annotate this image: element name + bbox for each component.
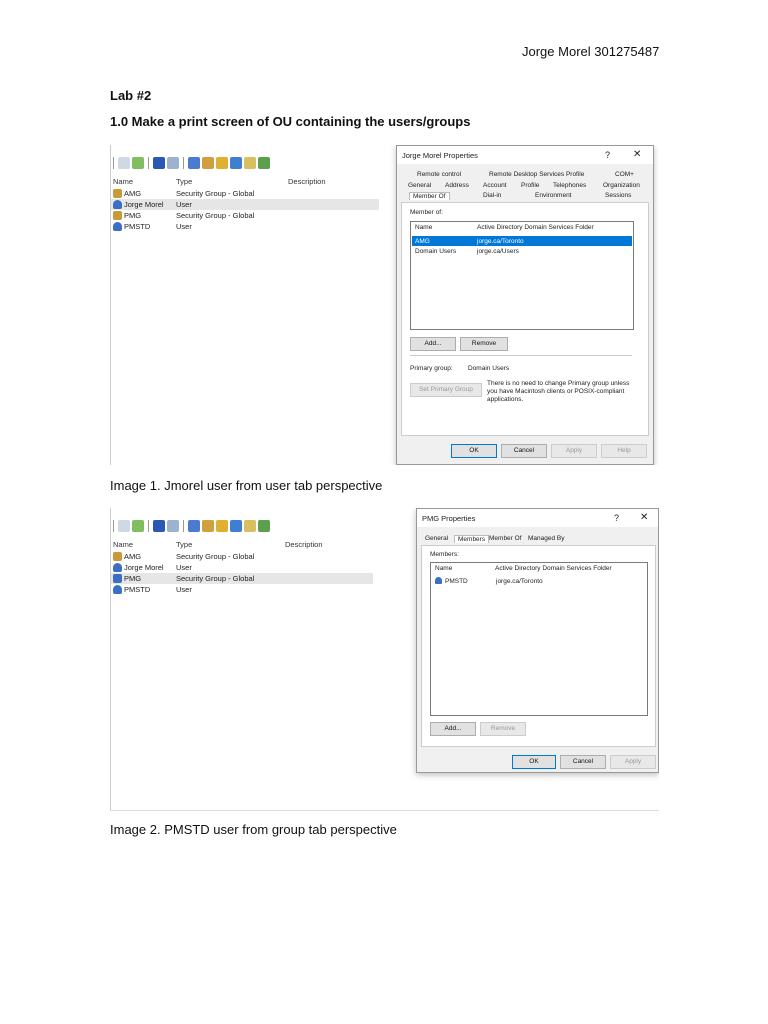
- tab-profile[interactable]: Profile: [521, 182, 540, 189]
- member-of-list[interactable]: [410, 221, 634, 330]
- item-name: PMG: [124, 211, 142, 220]
- tab-row-3: [401, 191, 649, 201]
- item-name: AMG: [124, 552, 142, 561]
- user-icon: [113, 585, 122, 594]
- caption-image-1: Image 1. Jmorel user from user tab perspective: [110, 478, 383, 493]
- view-icon[interactable]: [167, 157, 179, 169]
- member-folder: jorge.ca/Users: [477, 248, 519, 255]
- new-group-icon[interactable]: [202, 520, 214, 532]
- list-item[interactable]: [111, 210, 379, 221]
- primary-group-label: Primary group:: [410, 365, 453, 372]
- primary-group-value: Domain Users: [468, 365, 510, 372]
- aduc-toolbar: [111, 155, 270, 171]
- cancel-button[interactable]: Cancel: [560, 755, 606, 769]
- list-item[interactable]: [412, 236, 632, 246]
- cancel-button[interactable]: Cancel: [501, 444, 547, 458]
- list-item[interactable]: [111, 199, 379, 210]
- tab-member-of[interactable]: Member Of: [409, 192, 450, 200]
- new-group-icon[interactable]: [202, 157, 214, 169]
- primary-group-note: There is no need to change Primary group unless you have Macintosh clients or POSIX-compliant applications.: [487, 380, 630, 403]
- item-type: Security Group - Global: [176, 574, 255, 583]
- col-name[interactable]: Name: [435, 565, 453, 572]
- tab-row-1: [401, 170, 649, 180]
- add-button[interactable]: Add...: [410, 337, 456, 351]
- item-type: User: [176, 563, 192, 572]
- group-icon: [113, 552, 122, 561]
- user-icon: [113, 563, 122, 572]
- member-of-label: Member of:: [410, 209, 443, 216]
- members-label: Members:: [430, 551, 459, 558]
- list-item[interactable]: [111, 551, 379, 562]
- aduc-toolbar: [111, 518, 270, 534]
- filter-icon[interactable]: [230, 157, 242, 169]
- close-icon[interactable]: ✕: [640, 512, 649, 523]
- user-icon: [113, 200, 122, 209]
- group-icon: [113, 189, 122, 198]
- new-user-icon[interactable]: [188, 157, 200, 169]
- col-type[interactable]: Type: [176, 540, 193, 549]
- tab-row-2: [401, 181, 649, 191]
- caption-image-2: Image 2. PMSTD user from group tab perspective: [110, 822, 397, 837]
- help-icon[interactable]: [153, 520, 165, 532]
- apply-button[interactable]: Apply: [551, 444, 597, 458]
- properties-icon[interactable]: [118, 157, 130, 169]
- member-folder: jorge.ca/Toronto: [477, 238, 524, 245]
- member-name: PMSTD: [445, 578, 468, 585]
- export-icon[interactable]: [132, 520, 144, 532]
- item-type: User: [176, 585, 192, 594]
- add-to-group-icon[interactable]: [258, 520, 270, 532]
- dialog-title: PMG Properties: [422, 514, 476, 523]
- tab-general[interactable]: General: [408, 182, 432, 189]
- tab-member-of[interactable]: Member Of: [489, 535, 522, 542]
- list-item[interactable]: [111, 188, 379, 199]
- dialog-title: Jorge Morel Properties: [402, 151, 478, 160]
- dialog-titlebar: [397, 146, 653, 164]
- tab-panel: [421, 545, 656, 747]
- item-type: Security Group - Global: [176, 189, 255, 198]
- list-header: [431, 563, 647, 575]
- screenshot-1: [110, 145, 659, 465]
- tab-com[interactable]: COM+: [615, 171, 634, 178]
- list-header: [111, 177, 391, 187]
- item-name: Jorge Morel: [124, 200, 164, 209]
- tab-account[interactable]: Account: [483, 182, 507, 189]
- col-name[interactable]: Name: [113, 177, 134, 186]
- help-icon[interactable]: [153, 157, 165, 169]
- tab-address[interactable]: Address: [445, 182, 469, 189]
- list-item[interactable]: [432, 576, 646, 586]
- properties-dialog: [416, 508, 659, 773]
- new-ou-icon[interactable]: [216, 520, 228, 532]
- close-icon[interactable]: ✕: [633, 149, 642, 160]
- tab-rds-profile[interactable]: Remote Desktop Services Profile: [489, 171, 585, 178]
- set-primary-group-button[interactable]: Set Primary Group: [410, 383, 482, 397]
- add-button[interactable]: Add...: [430, 722, 476, 736]
- author-header: Jorge Morel 301275487: [522, 44, 660, 59]
- members-list[interactable]: [430, 562, 648, 716]
- tab-remote-control[interactable]: Remote control: [417, 171, 462, 178]
- list-header: [111, 540, 391, 550]
- list-item[interactable]: [111, 562, 379, 573]
- tab-sessions[interactable]: Sessions: [605, 192, 632, 199]
- item-type: Security Group - Global: [176, 552, 255, 561]
- item-name: Jorge Morel: [124, 563, 164, 572]
- group-icon: [113, 574, 122, 583]
- tab-general[interactable]: General: [425, 535, 449, 542]
- member-name: AMG: [415, 238, 430, 245]
- col-description[interactable]: Description: [288, 177, 326, 186]
- dialog-titlebar: [417, 509, 658, 527]
- user-icon: [435, 577, 442, 584]
- divider: [410, 355, 632, 356]
- view-icon[interactable]: [167, 520, 179, 532]
- tab-dial-in[interactable]: Dial-in: [483, 192, 502, 199]
- screenshot-2: [110, 508, 659, 811]
- item-name: PMSTD: [124, 222, 151, 231]
- col-description[interactable]: Description: [285, 540, 323, 549]
- tab-row: [421, 534, 654, 544]
- add-to-group-icon[interactable]: [258, 157, 270, 169]
- item-name: PMSTD: [124, 585, 151, 594]
- properties-dialog: [396, 145, 654, 465]
- col-name[interactable]: Name: [113, 540, 134, 549]
- apply-button[interactable]: Apply: [610, 755, 656, 769]
- remove-button[interactable]: Remove: [480, 722, 526, 736]
- list-item[interactable]: [111, 584, 379, 595]
- tab-managed-by[interactable]: Managed By: [528, 535, 565, 542]
- item-type: User: [176, 222, 192, 231]
- col-type[interactable]: Type: [176, 177, 193, 186]
- list-item[interactable]: [412, 246, 632, 256]
- lab-title: Lab #2: [110, 88, 152, 103]
- filter-icon[interactable]: [230, 520, 242, 532]
- item-name: PMG: [124, 574, 142, 583]
- tab-environment[interactable]: Environment: [535, 192, 572, 199]
- col-folder[interactable]: Active Directory Domain Services Folder: [495, 565, 612, 572]
- help-icon[interactable]: ?: [614, 513, 620, 523]
- tab-panel: [401, 202, 649, 436]
- find-icon[interactable]: [244, 520, 256, 532]
- help-icon[interactable]: ?: [605, 150, 611, 160]
- list-item[interactable]: [111, 573, 373, 584]
- item-type: Security Group - Global: [176, 211, 255, 220]
- find-icon[interactable]: [244, 157, 256, 169]
- col-folder[interactable]: Active Directory Domain Services Folder: [477, 224, 594, 231]
- group-icon: [113, 211, 122, 220]
- item-type: User: [176, 200, 192, 209]
- export-icon[interactable]: [132, 157, 144, 169]
- tab-members[interactable]: Members: [454, 535, 489, 543]
- user-icon: [113, 222, 122, 231]
- tab-telephones[interactable]: Telephones: [553, 182, 587, 189]
- member-name: Domain Users: [415, 248, 457, 255]
- col-name[interactable]: Name: [415, 224, 433, 231]
- properties-icon[interactable]: [118, 520, 130, 532]
- member-folder: jorge.ca/Toronto: [496, 578, 543, 585]
- list-header: [411, 222, 633, 234]
- remove-button[interactable]: Remove: [460, 337, 508, 351]
- help-button[interactable]: Help: [601, 444, 647, 458]
- ok-button[interactable]: OK: [512, 755, 556, 769]
- ok-button[interactable]: OK: [451, 444, 497, 458]
- tab-organization[interactable]: Organization: [603, 182, 640, 189]
- section-heading: 1.0 Make a print screen of OU containing the users/groups: [110, 114, 471, 129]
- item-name: AMG: [124, 189, 142, 198]
- list-item[interactable]: [111, 221, 379, 232]
- new-ou-icon[interactable]: [216, 157, 228, 169]
- new-user-icon[interactable]: [188, 520, 200, 532]
